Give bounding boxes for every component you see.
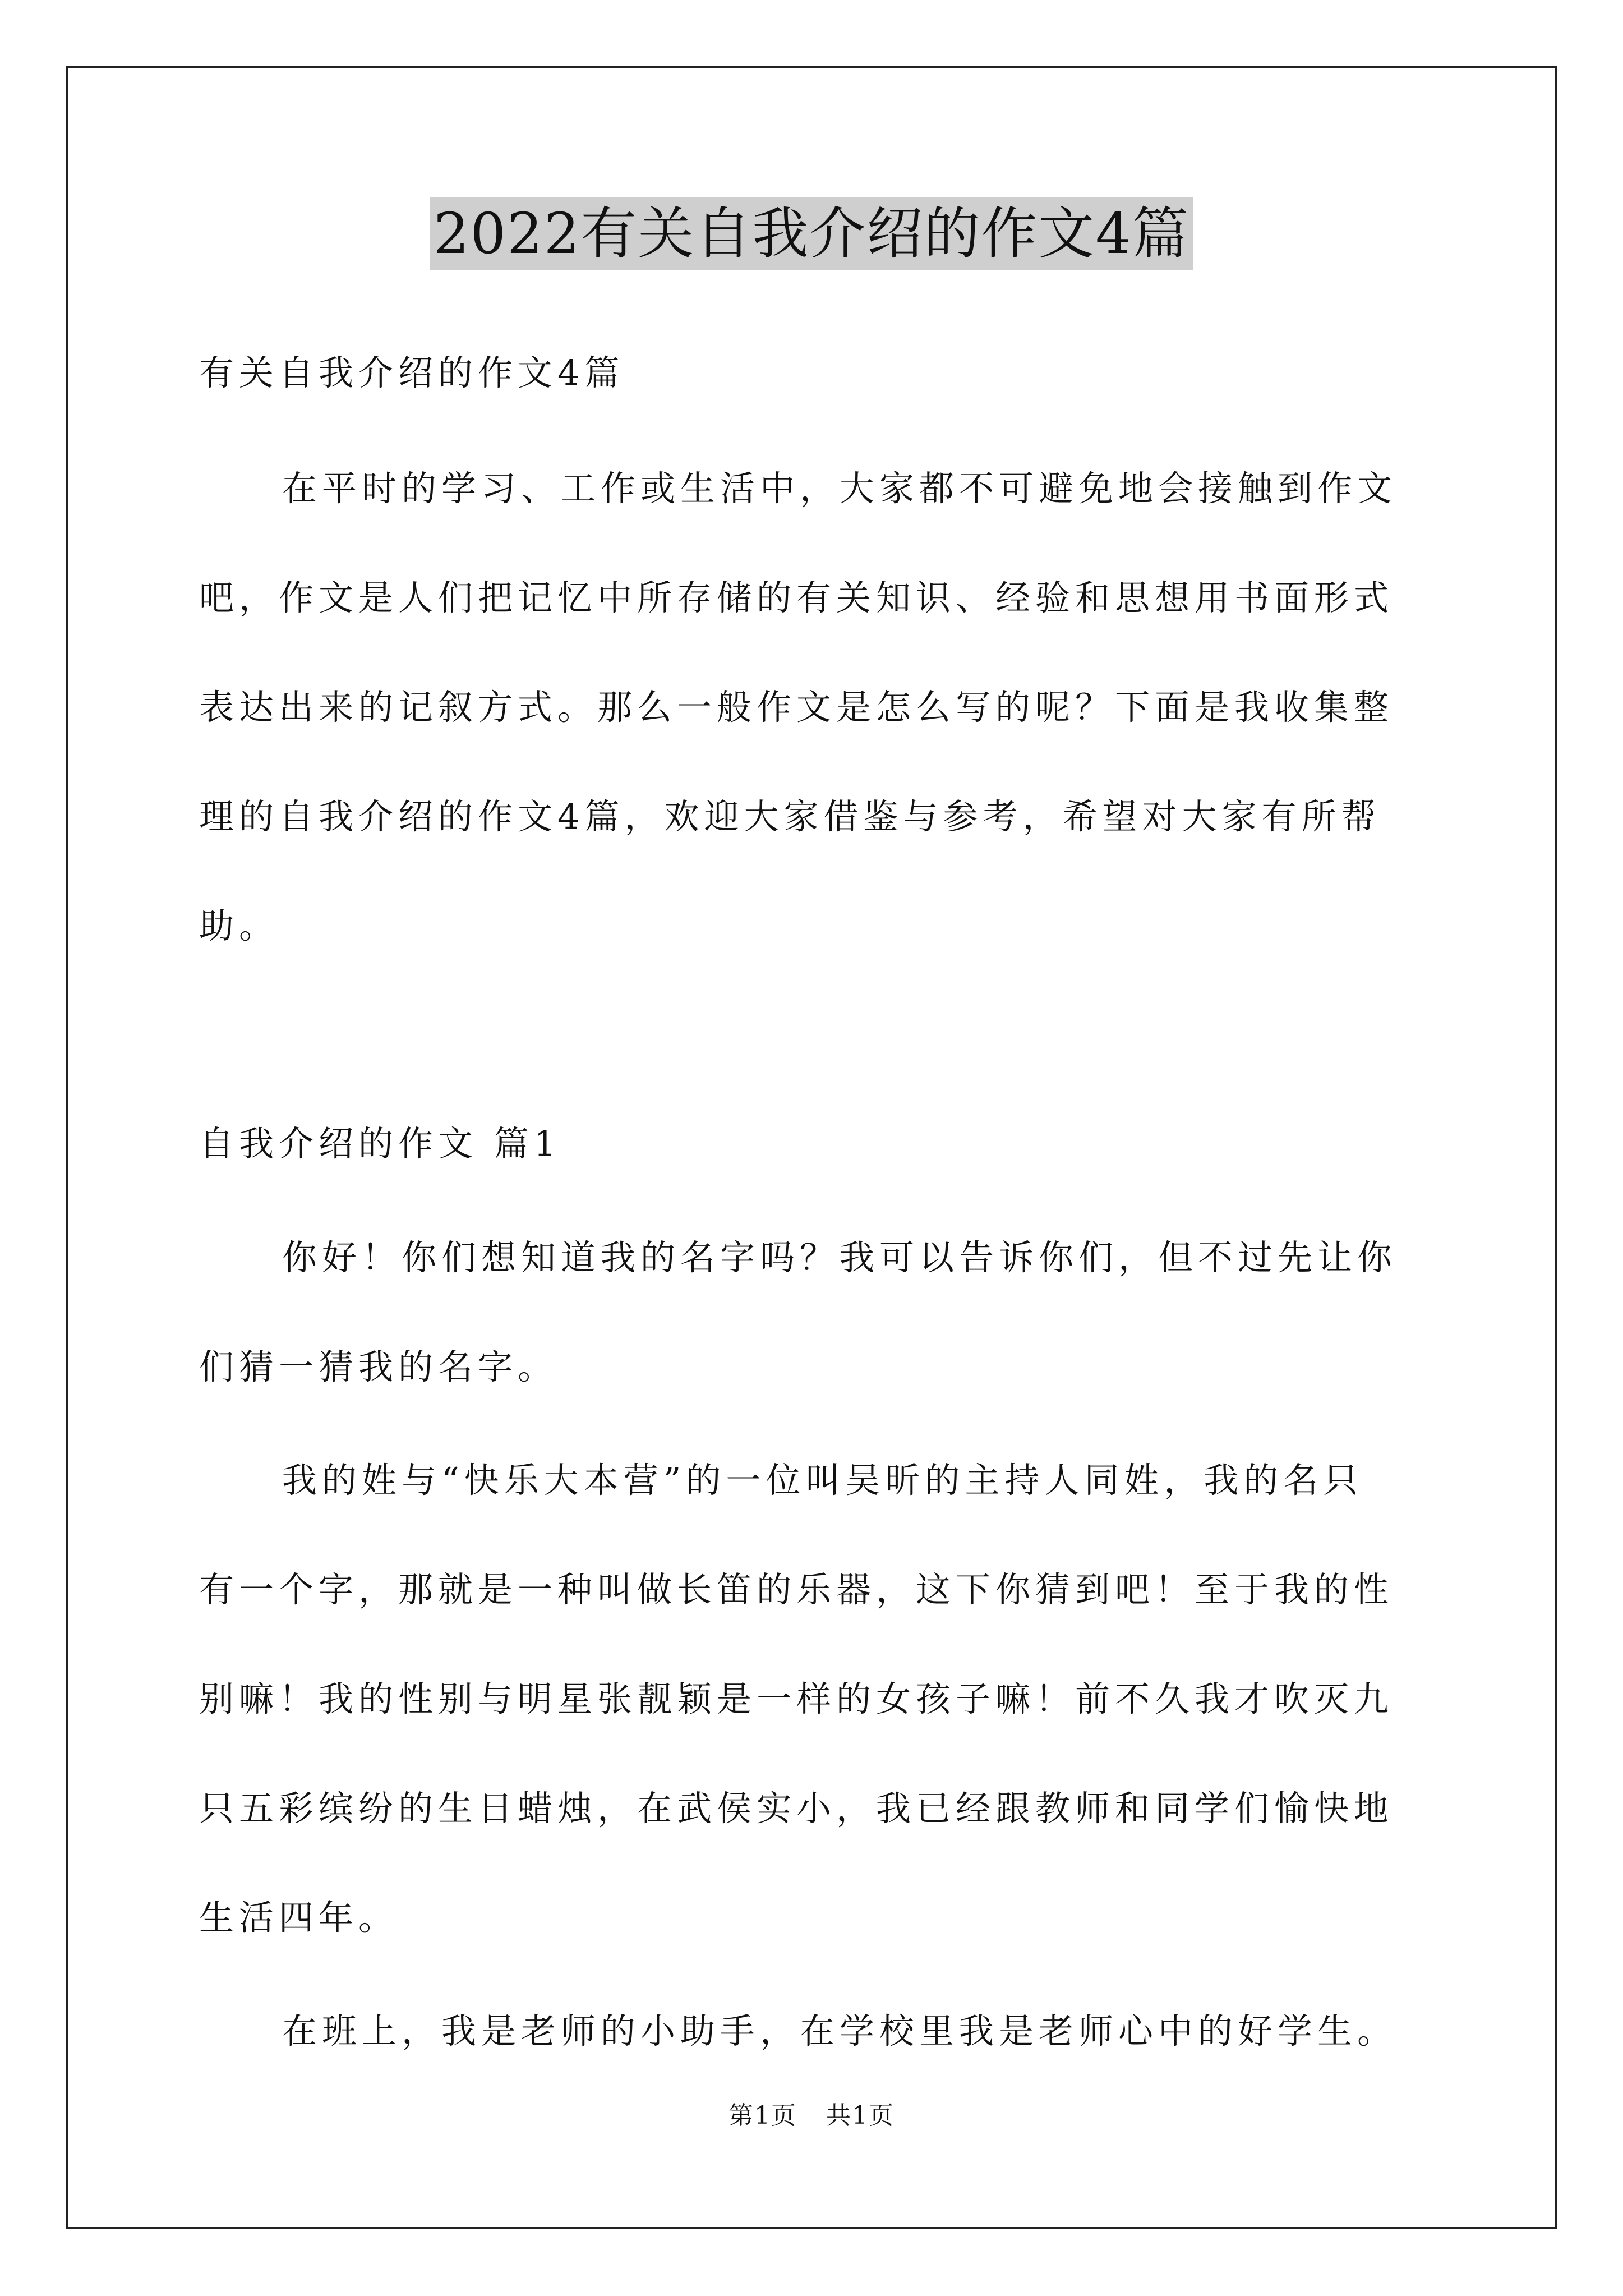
page-number-total: 共1页 xyxy=(826,2101,895,2130)
para2-line-5: 生活四年。 xyxy=(199,1897,399,1938)
page-footer xyxy=(0,2095,1623,2131)
intro-line-4: 理的自我介绍的作文4篇，欢迎大家借鉴与参考，希望对大家有所帮 xyxy=(199,796,1381,837)
para2-line-1: 我的姓与“快乐大本营”的一位叫吴昕的主持人同姓，我的名只 xyxy=(282,1460,1363,1501)
section-heading: 自我介绍的作文 篇1 xyxy=(199,1123,561,1164)
page-number-current: 第1页 xyxy=(728,2101,797,2130)
para2-line-2: 有一个字，那就是一种叫做长笛的乐器，这下你猜到吧！至于我的性 xyxy=(199,1569,1394,1610)
intro-line-2: 吧，作文是人们把记忆中所存储的有关知识、经验和思想用书面形式 xyxy=(199,577,1394,618)
document-subtitle: 有关自我介绍的作文4篇 xyxy=(199,352,625,393)
para2-line-3: 别嘛！我的性别与明星张靓颖是一样的女孩子嘛！前不久我才吹灭九 xyxy=(199,1678,1394,1719)
para2-line-4: 只五彩缤纷的生日蜡烛，在武侯实小，我已经跟教师和同学们愉快地 xyxy=(199,1788,1394,1829)
intro-line-5: 助。 xyxy=(199,905,279,946)
para3-line-1: 在班上，我是老师的小助手，在学校里我是老师心中的好学生。 xyxy=(282,2010,1398,2051)
document-title: 2022有关自我介绍的作文4篇 xyxy=(430,197,1193,270)
intro-line-3: 表达出来的记叙方式。那么一般作文是怎么写的呢？下面是我收集整 xyxy=(199,687,1394,728)
para1-line-1: 你好！你们想知道我的名字吗？我可以告诉你们，但不过先让你 xyxy=(282,1237,1398,1278)
title-container xyxy=(0,197,1623,270)
intro-line-1: 在平时的学习、工作或生活中，大家都不可避免地会接触到作文 xyxy=(282,468,1398,509)
para1-line-2: 们猜一猜我的名字。 xyxy=(199,1346,558,1387)
